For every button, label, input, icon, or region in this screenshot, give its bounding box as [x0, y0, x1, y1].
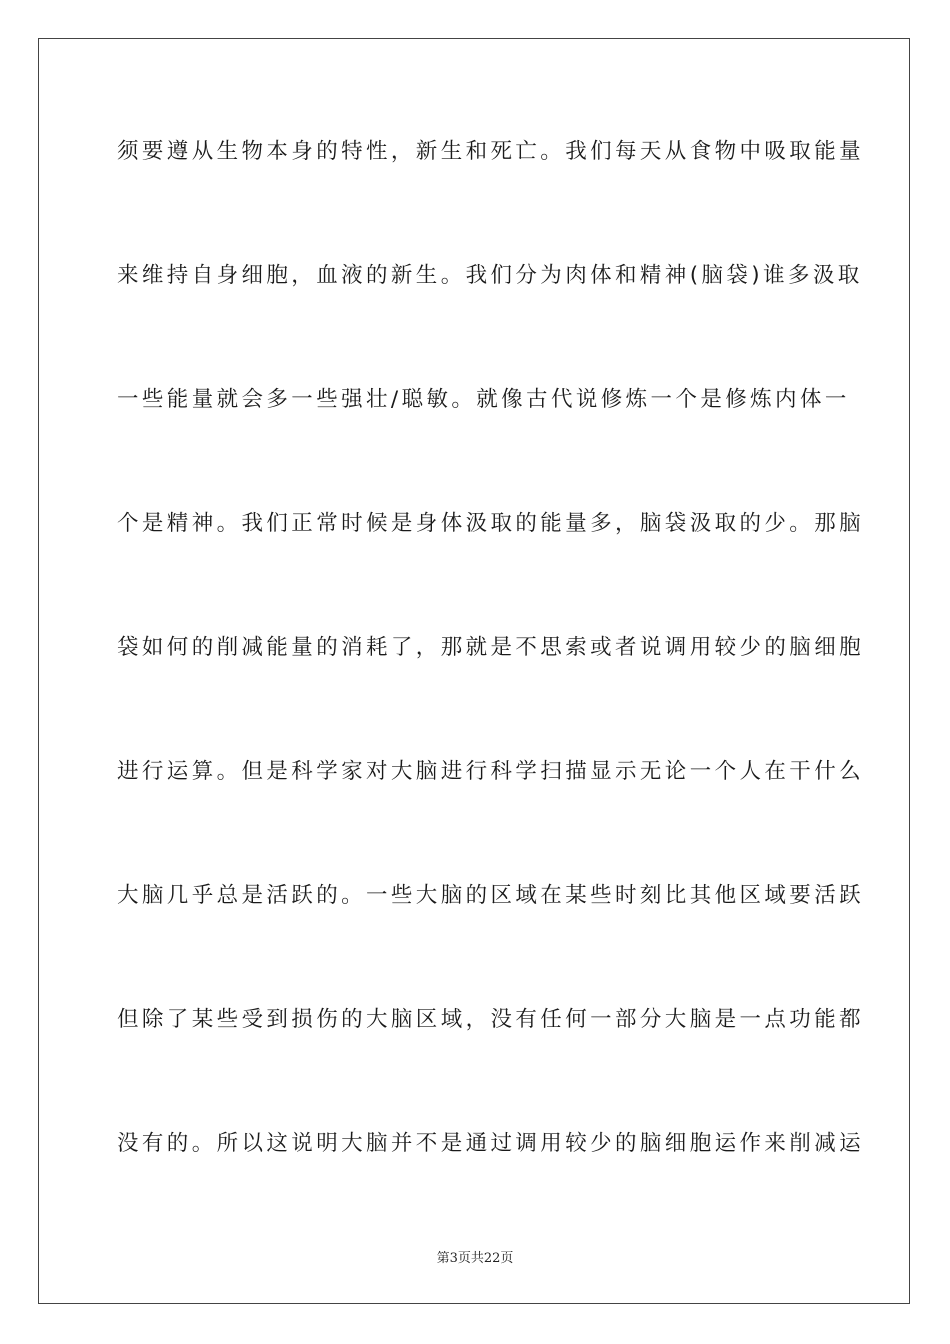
text-line: 个是精神。我们正常时候是身体汲取的能量多，脑袋汲取的少。那脑	[117, 511, 865, 536]
text-line: 大脑几乎总是活跃的。一些大脑的区域在某些时刻比其他区域要活跃	[117, 883, 865, 908]
page-total: 共22页	[470, 1251, 514, 1266]
text-line: 来维持自身细胞，血液的新生。我们分为肉体和精神(脑袋)谁多汲取	[117, 263, 863, 288]
text-line: 没有的。所以这说明大脑并不是通过调用较少的脑细胞运作来削减运	[117, 1131, 865, 1156]
page-footer	[0, 1247, 950, 1266]
text-line: 一些能量就会多一些强壮/聪敏。就像古代说修炼一个是修炼内体一	[117, 387, 850, 412]
text-line: 进行运算。但是科学家对大脑进行科学扫描显示无论一个人在干什么	[117, 759, 865, 784]
page-number: 第3页	[436, 1251, 471, 1266]
text-line: 须要遵从生物本身的特性，新生和死亡。我们每天从食物中吸取能量	[117, 139, 865, 164]
document-body	[117, 124, 865, 1240]
text-line: 袋如何的削减能量的消耗了，那就是不思索或者说调用较少的脑细胞	[117, 635, 865, 660]
text-line: 但除了某些受到损伤的大脑区域，没有任何一部分大脑是一点功能都	[117, 1007, 865, 1032]
